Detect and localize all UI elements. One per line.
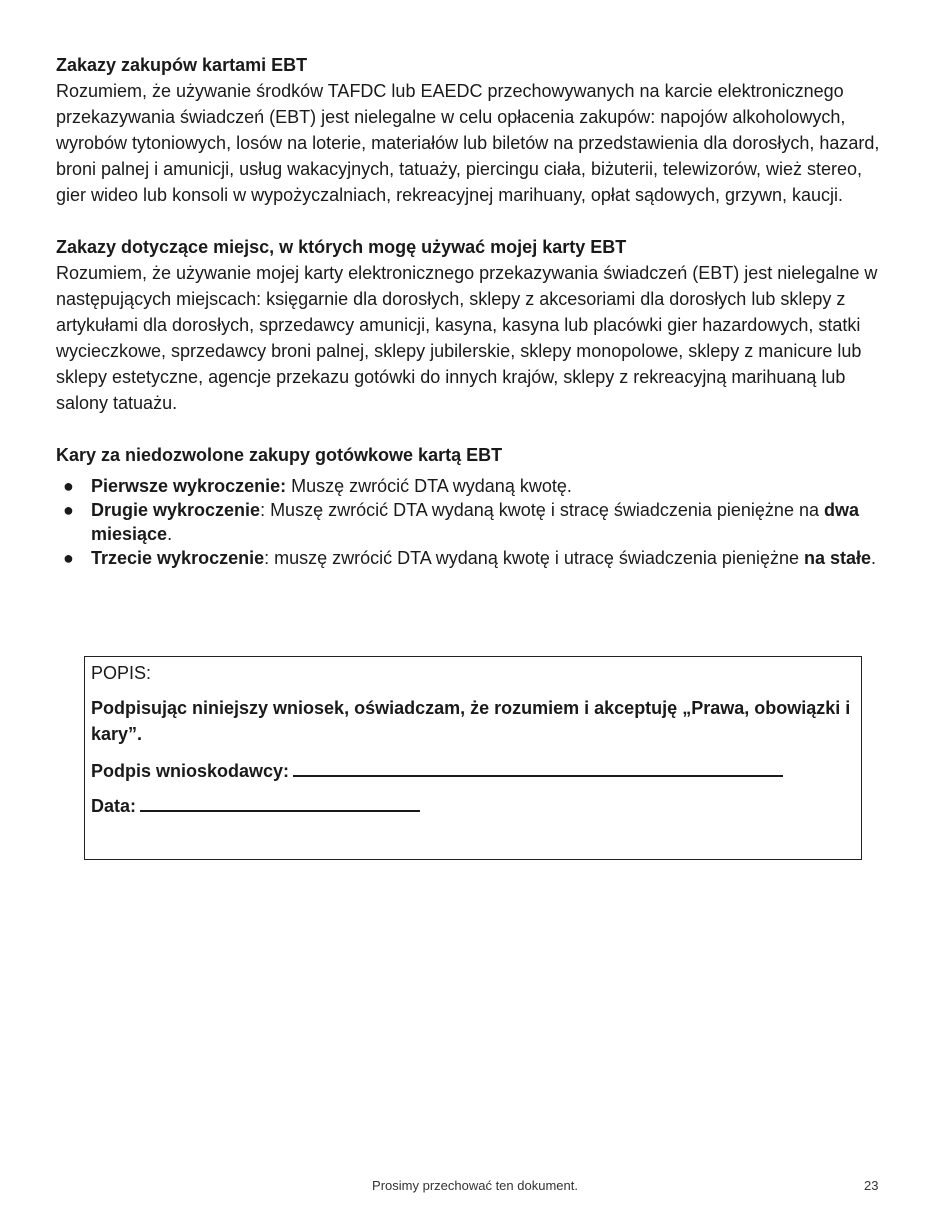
penalty-text: : muszę zwrócić DTA wydaną kwotę i utracę świadczenia pieniężne — [264, 548, 804, 568]
section-purchase-restrictions — [56, 52, 886, 208]
signature-declaration: Podpisując niniejszy wniosek, oświadczam, że rozumiem i akceptuję „Prawa, obowiązki i kary”. — [91, 698, 851, 744]
document-body — [56, 52, 886, 596]
signature-label: Podpis wnioskodawcy: — [91, 761, 290, 781]
date-field[interactable] — [140, 792, 420, 812]
penalty-label: Trzecie wykroczenie — [91, 548, 265, 568]
bullet-icon: ● — [63, 500, 74, 520]
section-location-restrictions — [56, 234, 886, 416]
section-heading: Zakazy dotyczące miejsc, w których mogę używać mojej karty EBT — [56, 237, 627, 257]
section-text: Rozumiem, że używanie mojej karty elektronicznego przekazywania świadczeń (EBT) jest nielegalne w następujących miejscach: księgarnie dla dorosłych, sklepy z akcesoriami dla dorosłych lub sklepy z artykułami dla dorosłych, sprzedawcy amunicji, kasyna, kasyna lub placówki gier hazardowych, statki wycieczkowe, sprzedawcy broni palnej, sklepy jubilerskie, sklepy monopolowe, sklepy z manicure lub sklepy estetyczne, agencje przekazu gotówki do innych krajów, sklepy z rekreacyjną marihuaną lub salony tatuażu. — [56, 263, 878, 413]
date-line — [91, 792, 855, 819]
signature-line — [91, 757, 855, 784]
bullet-icon: ● — [63, 548, 74, 568]
section-text: Rozumiem, że używanie środków TAFDC lub EAEDC przechowywanych na karcie elektronicznego przekazywania świadczeń (EBT) jest nielegalne w celu opłacenia zakupów: napojów alkoholowych, wyrobów tytoniowych, losów na loterie, materiałów lub biletów na przedstawienia dla dorosłych, hazard, broni palnej i amunicji, usług wakacyjnych, tatuaży, piercingu ciała, biżuterii, telewizorów, wież stereo, gier wideo lub konsoli w wypożyczalniach, rekreacyjnej marihuany, opłat sądowych, grzywn, kaucji. — [56, 81, 880, 205]
penalty-text: : Muszę zwrócić DTA wydaną kwotę i stracę świadczenia pieniężne na — [260, 500, 824, 520]
penalty-end: . — [167, 524, 173, 544]
signature-box-label: POPIS: — [91, 663, 152, 683]
date-label: Data: — [91, 796, 137, 816]
page-number: 23 — [864, 1178, 879, 1193]
signature-field[interactable] — [293, 757, 783, 777]
section-penalties — [56, 442, 886, 570]
section-heading: Zakazy zakupów kartami EBT — [56, 55, 308, 75]
penalty-end: . — [871, 548, 877, 568]
penalty-label: Drugie wykroczenie — [91, 500, 261, 520]
penalty-text: Muszę zwrócić DTA wydaną kwotę. — [286, 476, 572, 496]
penalty-emphasis: na stałe — [804, 548, 872, 568]
penalty-label: Pierwsze wykroczenie: — [91, 476, 287, 496]
footer-note: Prosimy przechować ten dokument. — [372, 1178, 578, 1193]
bullet-icon: ● — [63, 476, 74, 496]
list-item — [56, 474, 886, 498]
section-heading: Kary za niedozwolone zakupy gotówkowe kartą EBT — [56, 445, 503, 465]
signature-box — [84, 656, 862, 860]
list-item — [56, 498, 886, 546]
list-item — [56, 546, 886, 570]
penalties-list — [56, 474, 886, 570]
penalty-emphasis: dwa miesiące — [91, 500, 859, 544]
